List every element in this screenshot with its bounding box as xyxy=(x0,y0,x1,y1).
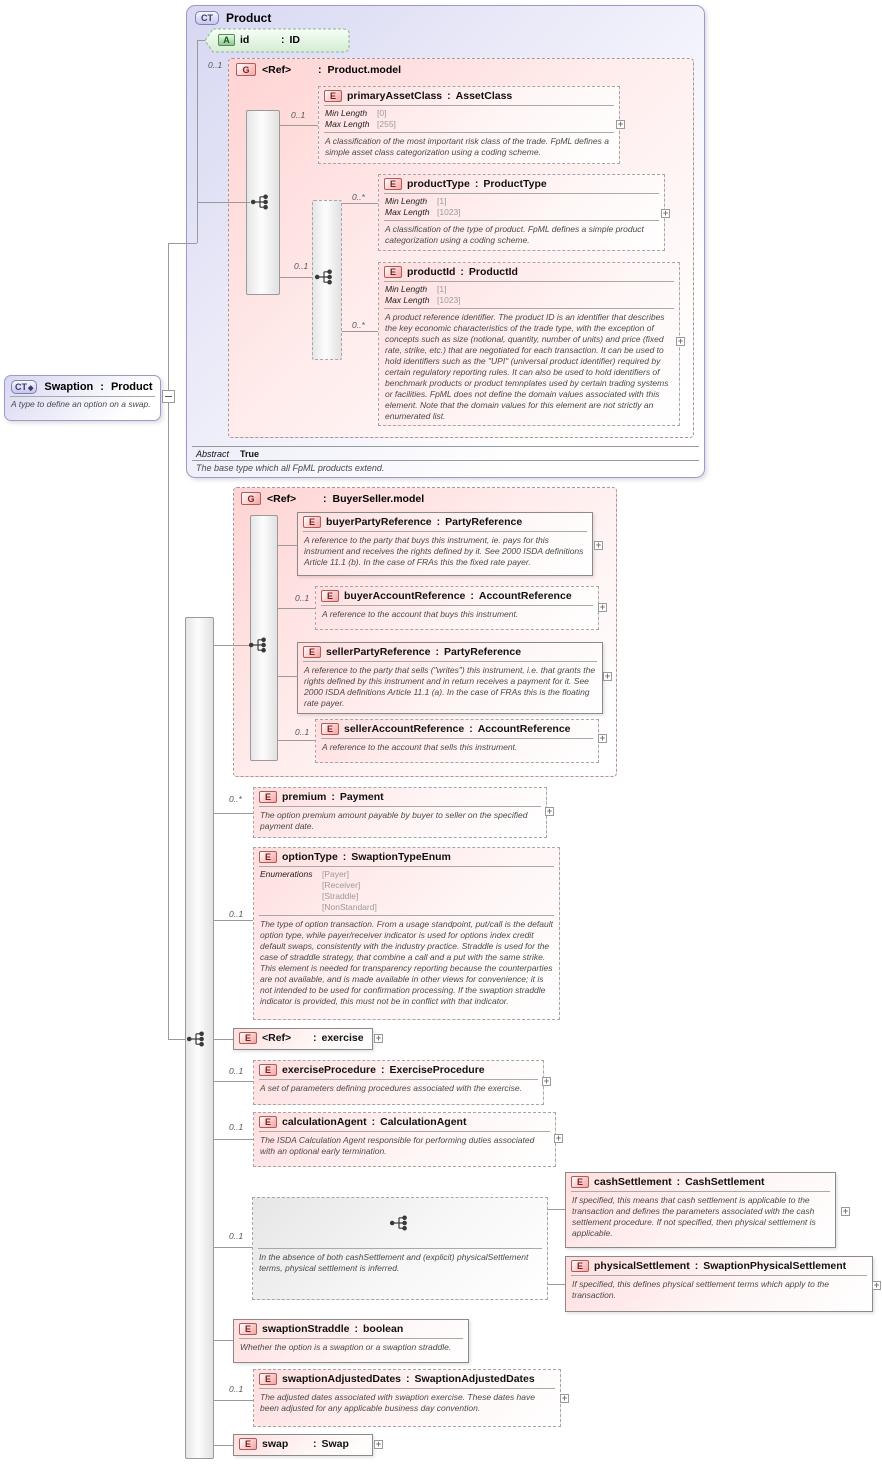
element-type: boolean xyxy=(363,1323,404,1335)
element-name: sellerAccountReference xyxy=(344,723,465,735)
element-header xyxy=(254,1113,555,1131)
element-name: cashSettlement xyxy=(594,1176,672,1188)
group-type: Product.model xyxy=(327,63,402,76)
facet-value: [1023] xyxy=(437,207,461,217)
element-header xyxy=(254,1370,560,1388)
ct-label: CT xyxy=(15,382,27,392)
element-type: SwaptionTypeEnum xyxy=(351,851,451,863)
element-icon: E xyxy=(259,1373,277,1385)
colon: : xyxy=(100,381,104,393)
element-icon: E xyxy=(259,791,277,803)
cardinality-label: 0..1 xyxy=(294,261,309,271)
sequence-icon xyxy=(314,268,336,286)
facet-list xyxy=(319,106,619,132)
expand-button[interactable]: + xyxy=(599,602,606,612)
expand-button[interactable]: + xyxy=(662,208,669,218)
facet-value: [1023] xyxy=(437,295,461,305)
cardinality-label: 0..1 xyxy=(229,1384,244,1394)
element-icon: E xyxy=(571,1260,589,1272)
element-calculationAgent xyxy=(253,1112,556,1167)
element-icon: E xyxy=(321,723,339,735)
element-header xyxy=(234,1320,468,1338)
connector-line xyxy=(214,1247,252,1248)
colon: : xyxy=(354,1323,359,1335)
element-name: primaryAssetClass xyxy=(347,90,443,102)
connector-line xyxy=(214,1400,253,1401)
element-icon: E xyxy=(384,178,402,190)
element-name: productType xyxy=(407,178,470,190)
connector-line xyxy=(214,645,250,646)
attribute-header xyxy=(204,28,350,46)
element-type: AccountReference xyxy=(478,590,572,602)
cardinality-label: 0..1 xyxy=(229,1122,244,1132)
element-name: productId xyxy=(407,266,456,278)
complex-type-swaption xyxy=(4,375,161,421)
attribute-icon: A xyxy=(218,34,235,46)
element-header xyxy=(379,263,679,281)
expand-button[interactable]: + xyxy=(617,119,624,129)
element-header xyxy=(234,1029,372,1047)
facet-label: Enumerations xyxy=(260,869,313,879)
annotation: A reference to the account that buys this instrument. xyxy=(322,609,519,619)
colon: : xyxy=(474,178,479,190)
annotation: A product reference identifier. The product ID is an identifier that describes the key economic characteristics of the trade type, with the exception of concepts such as size (notional, quantity, number of units) and price (fixed rate, strike, etc.) that are negotiated for each transaction. It can be used to hold identifiers such as the "UPI" (universal product identifier) required by certain regulatory reporting rules. It can also be used to hold identifiers of benchmark products or product temnplates used by certain trading systems or facilities. FpML does not define the domain values associated with this element. Note that the domain values for this element are not strictly an enumerated list. xyxy=(385,312,669,421)
group-name: <Ref> xyxy=(262,63,292,76)
facet-list xyxy=(379,194,664,220)
element-type: CashSettlement xyxy=(685,1176,765,1188)
colon: : xyxy=(470,590,474,602)
group-icon: G xyxy=(241,492,261,505)
compositor-header xyxy=(253,1198,547,1248)
element-name: <Ref> xyxy=(262,1032,292,1044)
element-name: premium xyxy=(282,791,327,803)
annotation: The type of option transaction. From a usage standpoint, put/call is the default option type, while payer/receiver indicator is used for options index credit default swaps, consistently with the industry practice. Straddle is used for the case of straddle strategy, that combine a call and a put with the same strike. This element is needed for transparency reporting because the counterparties are not available, and is made available in other views for convenience; it is not intended to be used for confirmation processing. If the swaption straddle indicator is provided, this must not be in conflict with that indicator. xyxy=(260,919,553,1006)
cardinality-label: 0..1 xyxy=(229,1066,244,1076)
enumeration-value: [Payer] xyxy=(322,869,349,879)
enumeration-value: [Straddle] xyxy=(322,891,359,901)
annotation: The ISDA Calculation Agent responsible for performing duties associated with an optional early termination. xyxy=(260,1135,535,1156)
element-icon: E xyxy=(259,851,277,863)
annotation: A reference to the account that sells this instrument. xyxy=(322,742,518,752)
facet-label: Min Length xyxy=(325,108,368,118)
colon: : xyxy=(436,516,441,528)
element-icon: E xyxy=(239,1323,257,1335)
expand-button[interactable]: + xyxy=(604,671,611,681)
facet-value: [0] xyxy=(377,108,387,118)
element-header xyxy=(566,1173,835,1191)
element-header xyxy=(298,643,602,661)
element-icon: E xyxy=(303,516,321,528)
connector-line xyxy=(280,277,312,278)
connector-line xyxy=(278,676,298,677)
element-type: CalculationAgent xyxy=(380,1116,467,1128)
element-swap xyxy=(233,1434,373,1456)
element-name: exerciseProcedure xyxy=(282,1064,376,1076)
element-sellerPartyReference xyxy=(297,642,603,714)
element-header xyxy=(319,87,619,105)
element-name: calculationAgent xyxy=(282,1116,367,1128)
element-exercise xyxy=(233,1028,373,1050)
cardinality-label: 0..1 xyxy=(229,909,244,919)
connector-line xyxy=(197,40,205,41)
group-header xyxy=(234,488,616,509)
annotation: A reference to the party that sells ("writes") this instrument, i.e. that grants the rights defined by this instrument and in return receives a payment for it. See 2000 ISDA definitions Article 11.1 (a). In the case of FRAs this is the floating rate payer. xyxy=(304,665,596,708)
element-type: SwaptionAdjustedDates xyxy=(414,1373,535,1385)
connector-line xyxy=(214,1445,233,1446)
element-type: ProductId xyxy=(468,266,518,278)
colon: : xyxy=(380,1064,385,1076)
cardinality-label: 0..1 xyxy=(295,593,310,603)
colon: : xyxy=(460,266,464,278)
colon: : xyxy=(342,851,347,863)
colon: : xyxy=(694,1260,699,1272)
connector-line xyxy=(342,203,378,204)
attribute-name: id xyxy=(240,34,250,46)
connector-line xyxy=(214,920,253,921)
connector-line xyxy=(548,1284,565,1285)
element-icon: E xyxy=(259,1116,277,1128)
attribute-type: ID xyxy=(289,34,300,46)
element-type: PartyReference xyxy=(443,646,522,658)
element-name: swaptionAdjustedDates xyxy=(282,1373,402,1385)
annotation: In the absence of both cashSettlement and (explicit) physicalSettlement terms, physical settlement is inferred. xyxy=(259,1252,529,1273)
element-swaptionStraddle xyxy=(233,1319,469,1363)
colon: : xyxy=(469,723,473,735)
sequence-icon xyxy=(186,1030,208,1048)
cardinality-label: 0..* xyxy=(352,320,365,330)
connector-line xyxy=(214,813,253,814)
element-icon: E xyxy=(259,1064,277,1076)
element-header xyxy=(379,175,664,193)
element-icon: E xyxy=(321,590,339,602)
settlement-choice-compositor xyxy=(252,1197,548,1300)
expand-button[interactable]: + xyxy=(543,1076,550,1086)
minus-icon xyxy=(165,396,172,397)
element-header xyxy=(254,848,559,866)
element-header xyxy=(298,513,592,531)
enumeration-value: [NonStandard] xyxy=(322,902,377,912)
annotation: A type to define an option on a swap. xyxy=(11,399,151,409)
element-icon: E xyxy=(324,90,342,102)
colon: : xyxy=(323,492,327,505)
expand-button[interactable]: + xyxy=(873,1280,880,1290)
derived-marker-icon: ◆ xyxy=(28,385,34,392)
connector-line xyxy=(214,1139,253,1140)
facet-value: [1] xyxy=(437,196,447,206)
element-icon: E xyxy=(239,1438,257,1450)
colon: : xyxy=(318,63,322,76)
colon: : xyxy=(371,1116,376,1128)
sequence-icon xyxy=(248,636,270,654)
annotation: If specified, this means that cash settlement is applicable to the transaction and defines the parameters associated with the cash settlement procedure. If not specified, then physical settlement is applicable. xyxy=(572,1195,816,1238)
element-name: swap xyxy=(262,1438,289,1450)
element-type: PartyReference xyxy=(445,516,523,528)
group-name: <Ref> xyxy=(267,492,297,505)
facet-label: Max Length xyxy=(325,119,370,129)
sequence-icon xyxy=(250,193,272,211)
element-icon: E xyxy=(384,266,402,278)
facet-label: Max Length xyxy=(385,295,430,305)
colon: : xyxy=(406,1373,410,1385)
complex-type-header xyxy=(5,376,160,396)
connector-line xyxy=(280,125,318,126)
cardinality-label: 0..1 xyxy=(295,727,310,737)
expand-button[interactable]: + xyxy=(555,1133,562,1143)
connector-line xyxy=(214,1081,253,1082)
expand-button[interactable]: + xyxy=(561,1393,568,1403)
element-header xyxy=(566,1257,872,1275)
complex-type-icon: CT xyxy=(195,11,219,25)
element-icon: E xyxy=(239,1032,257,1044)
connector-line xyxy=(168,243,169,390)
element-name: buyerPartyReference xyxy=(326,516,432,528)
connector-line xyxy=(168,243,197,244)
annotation: A reference to the party that buys this instrument, ie. pays for this instrument and receives the rights defined by it. See 2000 ISDA definitions Article 11.1 (b). In the case of FRAs this the fixed rate payer. xyxy=(304,535,584,567)
group-type: BuyerSeller.model xyxy=(332,492,425,505)
enumeration-values xyxy=(322,869,377,913)
annotation: The option premium amount payable by buyer to seller on the specified payment date. xyxy=(260,810,528,831)
element-swaptionAdjustedDates xyxy=(253,1369,561,1427)
colon: : xyxy=(331,791,335,803)
complex-type-header xyxy=(187,6,704,28)
expand-button[interactable]: + xyxy=(842,1206,849,1216)
connector-line xyxy=(278,545,298,546)
element-cashSettlement xyxy=(565,1172,836,1248)
facet-label: Min Length xyxy=(385,196,428,206)
annotation: The adjusted dates associated with swaption exercise. These dates have been adjusted for any applicable business day convention. xyxy=(260,1392,535,1413)
divider xyxy=(192,446,699,447)
connector-line xyxy=(342,331,378,332)
page-title: Product xyxy=(226,11,272,25)
connector-line xyxy=(548,1209,565,1210)
element-name: optionType xyxy=(282,851,338,863)
connector-line xyxy=(278,740,315,741)
facet-label: Min Length xyxy=(385,284,428,294)
connector-line xyxy=(168,1039,186,1040)
element-type: ProductType xyxy=(483,178,547,190)
group-header xyxy=(229,59,693,80)
element-header xyxy=(254,788,546,806)
element-header xyxy=(254,1061,543,1079)
enumeration-value: [Receiver] xyxy=(322,880,361,890)
colon: : xyxy=(447,90,451,102)
abstract-value: True xyxy=(240,449,260,459)
element-header xyxy=(316,587,598,605)
sequence-icon xyxy=(389,1214,411,1232)
facet-list xyxy=(379,282,679,308)
cardinality-label: 0..1 xyxy=(208,60,223,70)
expand-button[interactable]: + xyxy=(595,540,602,550)
element-header xyxy=(316,720,598,738)
element-productId xyxy=(378,262,680,426)
element-buyerPartyReference xyxy=(297,512,593,576)
element-type: exercise xyxy=(321,1032,364,1044)
colon: : xyxy=(313,1032,317,1044)
element-premium xyxy=(253,787,547,838)
element-header xyxy=(234,1435,372,1453)
colon: : xyxy=(676,1176,681,1188)
swaption-name: Swaption xyxy=(44,381,94,393)
colon: : xyxy=(435,646,439,658)
connector-line xyxy=(214,1039,233,1040)
connector-line xyxy=(197,40,198,243)
element-name: buyerAccountReference xyxy=(344,590,466,602)
expand-button[interactable]: + xyxy=(546,806,553,816)
annotation: A set of parameters defining procedures associated with the exercise. xyxy=(260,1083,522,1093)
facet-value: [255] xyxy=(377,119,396,129)
element-productType xyxy=(378,174,665,251)
connector-line xyxy=(197,202,250,203)
element-name: sellerPartyReference xyxy=(326,646,431,658)
cardinality-label: 0..* xyxy=(229,794,242,804)
element-exerciseProcedure xyxy=(253,1060,544,1105)
element-type: ExerciseProcedure xyxy=(389,1064,485,1076)
element-type: Swap xyxy=(321,1438,349,1450)
swaption-type: Product xyxy=(110,381,153,393)
expand-button[interactable]: + xyxy=(375,1033,382,1043)
element-name: swaptionStraddle xyxy=(262,1323,350,1335)
expand-button[interactable]: + xyxy=(677,336,684,346)
attribute-id xyxy=(204,28,350,53)
expand-button[interactable]: + xyxy=(599,733,606,743)
connector-line xyxy=(168,403,169,1039)
element-optionType xyxy=(253,847,560,1020)
element-type: Payment xyxy=(339,791,384,803)
element-type: SwaptionPhysicalSettlement xyxy=(703,1260,847,1272)
enumeration-facet xyxy=(254,867,559,915)
abstract-label: Abstract xyxy=(196,449,230,459)
collapse-button[interactable] xyxy=(162,390,175,403)
annotation: If specified, this defines physical settlement terms which apply to the transaction. xyxy=(572,1279,830,1300)
cardinality-label: 0..1 xyxy=(229,1231,244,1241)
element-type: AssetClass xyxy=(455,90,513,102)
element-icon: E xyxy=(303,646,321,658)
facet-value: [1] xyxy=(437,284,447,294)
annotation: Whether the option is a swaption or a swaption straddle. xyxy=(240,1342,452,1352)
element-buyerAccountReference xyxy=(315,586,599,630)
element-name: physicalSettlement xyxy=(594,1260,690,1272)
annotation: A classification of the most important risk class of the trade. FpML defines a simple asset class categorization using a coding scheme. xyxy=(325,136,609,157)
connector-line xyxy=(278,608,315,609)
element-physicalSettlement xyxy=(565,1256,873,1312)
cardinality-label: 0..1 xyxy=(291,110,306,120)
divider xyxy=(192,460,699,461)
connector-line xyxy=(214,1340,233,1341)
colon: : xyxy=(281,34,285,46)
element-sellerAccountReference xyxy=(315,719,599,763)
annotation: A classification of the type of product. FpML defines a simple product categorization using a coding scheme. xyxy=(385,224,644,245)
element-type: AccountReference xyxy=(477,723,571,735)
group-icon: G xyxy=(236,63,256,76)
expand-button[interactable]: + xyxy=(375,1439,382,1449)
complex-type-icon xyxy=(11,380,37,394)
element-icon: E xyxy=(571,1176,589,1188)
colon: : xyxy=(313,1438,317,1450)
complex-type-annotation: The base type which all FpML products extend. xyxy=(196,463,385,473)
facet-label: Max Length xyxy=(385,207,430,217)
cardinality-label: 0..* xyxy=(352,192,365,202)
element-primaryAssetClass xyxy=(318,86,620,164)
